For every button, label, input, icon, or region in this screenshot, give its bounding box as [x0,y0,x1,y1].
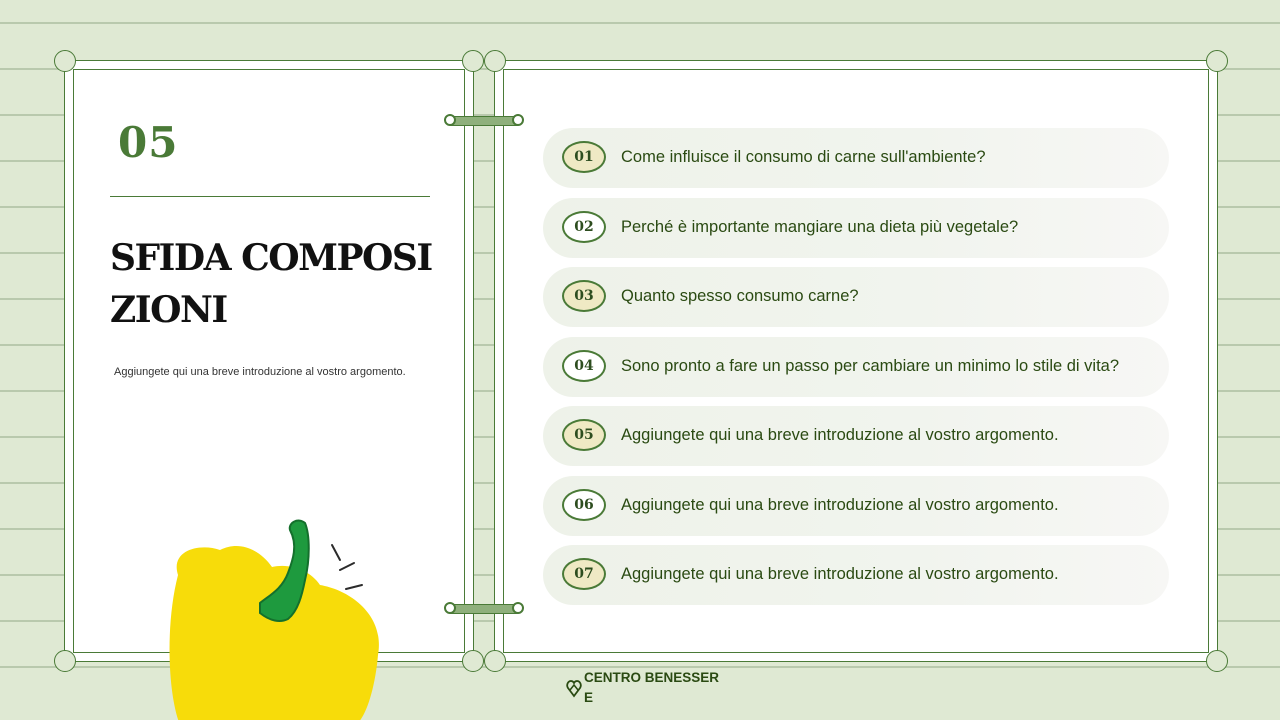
brand-name: CENTRO BENESSERE [584,670,720,705]
binder-ring-top [447,116,521,126]
heart-hands-icon [566,676,582,698]
binder-ring-bottom [447,604,521,614]
question-item[interactable] [543,267,1169,327]
intro-text: Aggiungete qui una breve introduzione al vostro argomento. [114,366,406,378]
question-list [543,128,1169,615]
question-number-badge: 04 [562,350,606,382]
question-text: Aggiungete qui una breve introduzione al vostro argomento. [621,426,1059,444]
question-text: Sono pronto a fare un passo per cambiare un minimo lo stile di vita? [621,356,1120,375]
bell-pepper-illustration [160,515,390,720]
question-number-badge: 02 [562,211,606,243]
page-title: SFIDA COMPOSIZIONI [110,237,432,331]
question-text: Quanto spesso consumo carne? [621,287,859,305]
section-number: 05 [118,118,179,167]
question-item[interactable] [543,198,1169,258]
question-number-badge: 01 [562,141,606,173]
question-text: Aggiungete qui una breve introduzione al vostro argomento. [621,495,1059,514]
question-number-badge: 06 [562,489,606,521]
question-item[interactable] [543,476,1169,536]
divider [110,196,430,197]
question-text: Come influisce il consumo di carne sull'ambiente? [621,148,986,166]
question-text: Aggiungete qui una breve introduzione al vostro argomento. [621,565,1059,583]
question-item[interactable] [543,545,1169,605]
footer-brand [566,668,724,708]
question-item[interactable] [543,128,1169,188]
question-number-badge: 07 [562,558,606,590]
question-text: Perché è importante mangiare una dieta più vegetale? [621,217,1019,236]
question-number-badge: 05 [562,419,606,451]
question-item[interactable] [543,337,1169,397]
question-number-badge: 03 [562,280,606,312]
question-item[interactable] [543,406,1169,466]
